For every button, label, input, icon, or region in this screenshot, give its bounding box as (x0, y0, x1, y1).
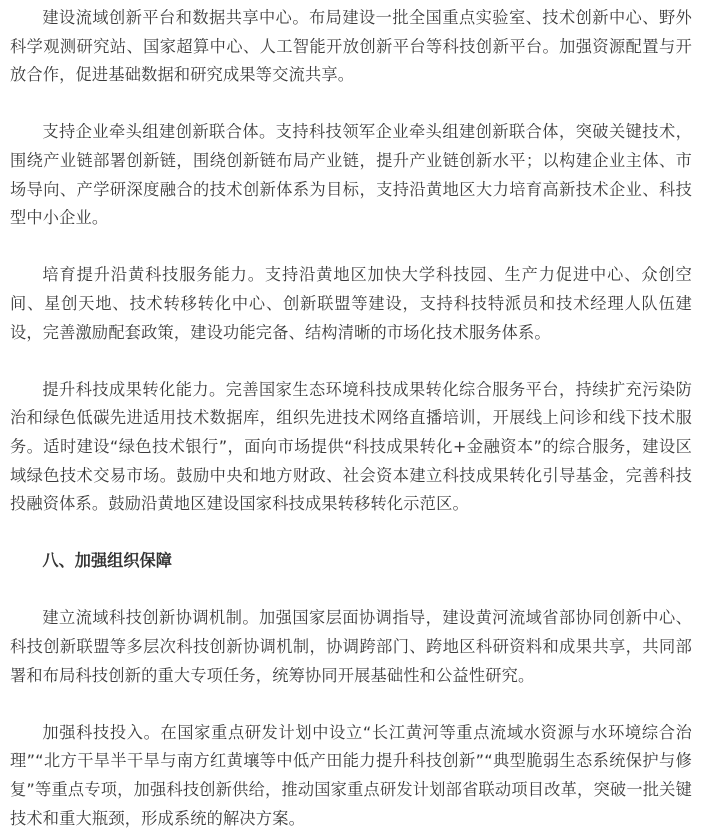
paragraph-tech-transfer: 提升科技成果转化能力。完善国家生态环境科技成果转化综合服务平台，持续扩充污染防治和绿色低碳先进适用技术数据库，组织先进技术网络直播培训，开展线上问诊和线下技术服务。适时建设“绿色技术银行”，面向市场提供“科技成果转化+金融资本”的综合服务，建设区域绿色技术交易市场。鼓励中央和地方财政、社会资本建立科技成果转化引导基金，完善科技投融资体系。鼓励沿黄地区建设国家科技成果转移转化示范区。 (10, 379, 692, 514)
paragraph-coordination-mechanism: 建立流域科技创新协调机制。加强国家层面协调指导，建设黄河流域省部协同创新中心、科技创新联盟等多层次科技创新协调机制，协调跨部门、跨地区科研资料和成果共享，共同部署和布局科技创新的重大专项任务，统筹协同开展基础性和公益性研究。 (10, 608, 692, 685)
paragraph-tech-investment: 加强科技投入。在国家重点研发计划中设立“长江黄河等重点流域水资源与水环境综合治理”“北方干旱半干旱与南方红黄壤等中低产田能力提升科技创新”“典型脆弱生态系统保护与修复”等重点专项，加强科技创新供给，推动国家重点研发计划部省联动项目改革，突破一批关键技术和重大瓶颈，形成系统的解决方案。 (10, 722, 692, 828)
paragraph-innovation-consortium: 支持企业牵头组建创新联合体。支持科技领军企业牵头组建创新联合体，突破关键技术，围绕产业链部署创新链，围绕创新链布局产业链，提升产业链创新水平；以构建企业主体、市场导向、产学研深度融合的技术创新体系为目标，支持沿黄地区大力培育高新技术企业、科技型中小企业。 (10, 122, 692, 228)
paragraph-innovation-platform: 建设流域创新平台和数据共享中心。布局建设一批全国重点实验室、技术创新中心、野外科学观测研究站、国家超算中心、人工智能开放创新平台等科技创新平台。加强资源配置与开放合作，促进基础数据和研究成果等交流共享。 (10, 8, 692, 85)
paragraph-tech-services: 培育提升沿黄科技服务能力。支持沿黄地区加快大学科技园、生产力促进中心、众创空间、星创天地、技术转移转化中心、创新联盟等建设，支持科技特派员和技术经理人队伍建设，完善激励配套政策，建设功能完备、结构清晰的市场化技术服务体系。 (10, 265, 692, 342)
section-heading: 八、加强组织保障 (42, 551, 172, 571)
